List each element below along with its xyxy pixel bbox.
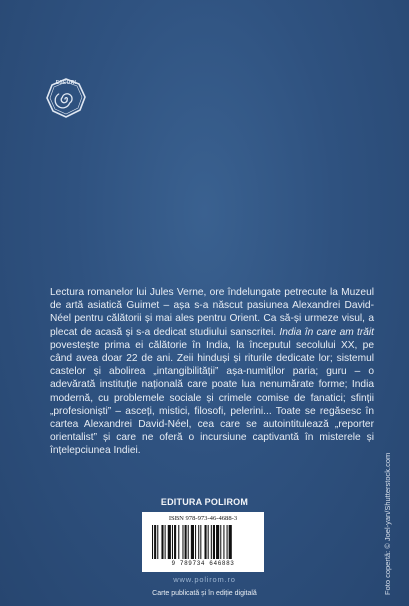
book-title: India în care am trăit: [279, 326, 374, 338]
barcode-bar: [200, 525, 201, 559]
photo-credit: Foto copertă: © Joel-yan/Shutterstock.com: [383, 452, 392, 595]
barcode-bar: [157, 525, 158, 559]
barcode-bar: [168, 525, 171, 559]
series-label: ESEURI: [55, 80, 77, 86]
barcode-bar: [152, 525, 153, 559]
barcode-bar: [211, 525, 212, 559]
digital-edition-note: Carte publicată și în ediție digitală: [152, 590, 257, 597]
barcode-bar: [216, 525, 219, 559]
book-description: [38, 286, 374, 458]
barcode-panel: [142, 512, 264, 572]
barcode-digits: 9 789734 646883: [171, 560, 235, 567]
publisher-name: EDITURA POLIROM: [160, 497, 249, 507]
description-intro: Lectura romanelor lui Jules Verne, ore îndelungate petrecute la Muzeul de artă asiatică Guimet – așa s-a născut pasiunea Alexandrei David-Néel pentru călătorii și mai ales pentru Orient. Ca să-și urmeze visul, a plecat de acasă și s-a dedicat studiului sanscritei.: [50, 287, 374, 338]
barcode-bar: [195, 525, 196, 559]
barcode-bar: [154, 525, 156, 559]
barcode-bar: [161, 525, 163, 559]
barcode-bar: [208, 525, 209, 559]
barcode-bar: [198, 525, 199, 559]
barcode-bar: [223, 525, 224, 559]
barcode-bar: [227, 525, 228, 559]
publisher-website: www.polirom.ro: [173, 575, 236, 584]
barcode-bar: [185, 525, 187, 559]
barcode-bar: [165, 525, 166, 559]
barcode-bar: [191, 525, 194, 559]
barcode-bar: [213, 525, 215, 559]
barcode-bar: [172, 525, 173, 559]
isbn-number: ISBN 978-973-46-4688-3: [168, 515, 238, 522]
description-body: povestește prima ei călătorie în India, la începutul secolului XX, pe când avea doar 22 de ani. Zeii hinduși și riturile dedicate lor; sistemul castelor și abolirea „intangibilității” așa-numiților paria; guru – o adevărată instituție națională care poate lua nenumărate forme; India modernă, cu problemele sociale și crimele comise de fanatici; sfinții „profesioniști” – asceți, mistici, filosofi, pelerini... Toate se regăsesc în cartea Alexandrei David-Néel, cea care se autointitulează „reporter orientalist” și care ne oferă o incursiune captivantă în misterele și înțelepciunea Indiei.: [50, 339, 374, 457]
barcode: [152, 525, 254, 559]
barcode-bar: [188, 525, 189, 559]
barcode-bar: [182, 525, 183, 559]
barcode-bar: [174, 525, 176, 559]
barcode-bar: [229, 525, 232, 559]
barcode-bar: [205, 525, 207, 559]
barcode-bar: [178, 525, 179, 559]
barcode-bar: [220, 525, 221, 559]
